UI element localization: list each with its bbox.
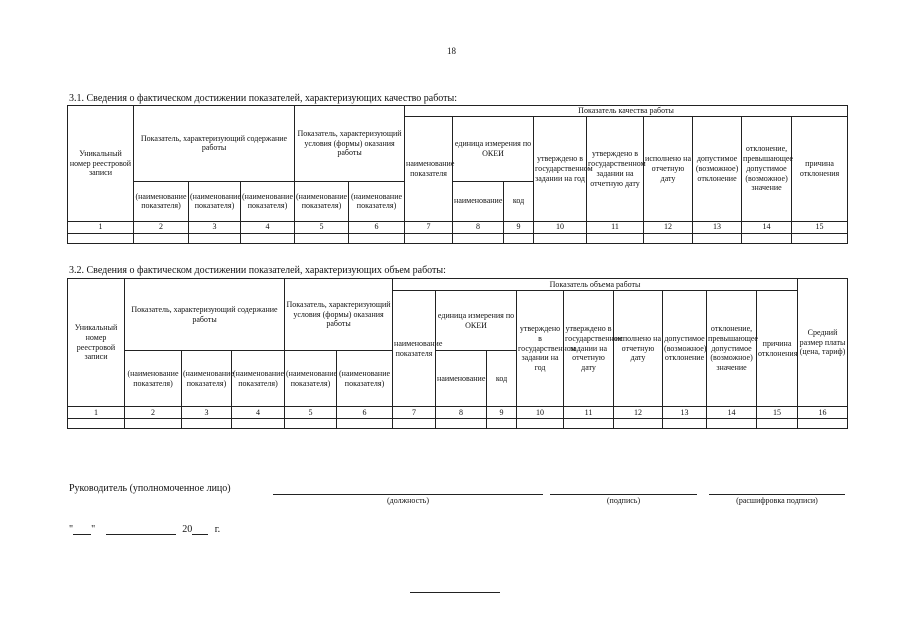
- decoding-line[interactable]: [709, 494, 845, 495]
- data-cell[interactable]: [663, 419, 707, 429]
- position-caption: (должность): [387, 496, 429, 505]
- year-field[interactable]: [192, 524, 208, 535]
- page-number: 18: [447, 46, 456, 56]
- data-cell[interactable]: [68, 233, 134, 243]
- column-number: 11: [587, 221, 644, 233]
- data-cell[interactable]: [453, 233, 504, 243]
- header-exceeding-deviation: отклонение, превышающее допустимое (возможное) значение: [707, 291, 757, 407]
- subheader-name-4: (наименование показателя): [241, 181, 295, 221]
- column-number: 1: [68, 221, 134, 233]
- column-number: 10: [534, 221, 587, 233]
- subheader-name-2: (наименование показателя): [134, 181, 189, 221]
- header-unique-record-number: Уникальный номер реестровой записи: [68, 279, 125, 407]
- signature-caption: (подпись): [606, 496, 641, 505]
- footnote-divider: [410, 592, 500, 593]
- data-cell[interactable]: [707, 419, 757, 429]
- column-number: 14: [742, 221, 792, 233]
- column-number: 11: [564, 407, 614, 419]
- column-number: 2: [125, 407, 182, 419]
- data-cell[interactable]: [337, 419, 393, 429]
- header-indicator-name: наименование показателя: [393, 291, 436, 407]
- data-cell[interactable]: [436, 419, 487, 429]
- date-open-quote: ": [69, 524, 74, 535]
- data-cell[interactable]: [693, 233, 742, 243]
- data-cell[interactable]: [285, 419, 337, 429]
- column-number: 4: [241, 221, 295, 233]
- column-number: 6: [349, 221, 405, 233]
- date-close-quote: ": [91, 524, 96, 535]
- header-content-indicator: Показатель, характеризующий содержание работы: [134, 106, 295, 182]
- column-number: 5: [285, 407, 337, 419]
- day-field[interactable]: [73, 524, 91, 535]
- date-line: [69, 524, 220, 535]
- data-cell[interactable]: [405, 233, 453, 243]
- column-number: 3: [189, 221, 241, 233]
- header-indicator-name: наименование показателя: [405, 116, 453, 221]
- subheader-name-2: (наименование показателя): [125, 351, 182, 407]
- volume-table: [67, 278, 848, 429]
- header-unit-okei: единица измерения по ОКЕИ: [453, 116, 534, 181]
- section-title-volume: 3.2. Сведения о фактическом достижении показателей, характеризующих объем работы:: [69, 265, 446, 276]
- header-quality-indicator: Показатель качества работы: [405, 106, 848, 117]
- data-cell[interactable]: [757, 419, 798, 429]
- data-cell[interactable]: [564, 419, 614, 429]
- quality-table: [67, 105, 848, 244]
- data-cell[interactable]: [487, 419, 517, 429]
- header-content-indicator: Показатель, характеризующий содержание работы: [125, 279, 285, 351]
- column-number: 15: [792, 221, 848, 233]
- manager-signature-label: Руководитель (уполномоченное лицо): [69, 483, 231, 494]
- column-number: 9: [504, 221, 534, 233]
- data-cell[interactable]: [182, 419, 232, 429]
- subheader-unit-name: наименование: [453, 181, 504, 221]
- data-cell[interactable]: [517, 419, 564, 429]
- column-number: 12: [644, 221, 693, 233]
- data-cell[interactable]: [125, 419, 182, 429]
- subheader-name-6: (наименование показателя): [337, 351, 393, 407]
- column-number: 1: [68, 407, 125, 419]
- data-cell[interactable]: [742, 233, 792, 243]
- header-unique-record-number: Уникальный номер реестровой записи: [68, 106, 134, 222]
- header-deviation-reason: причина отклонения: [757, 291, 798, 407]
- column-number: 14: [707, 407, 757, 419]
- data-cell[interactable]: [798, 419, 848, 429]
- subheader-name-3: (наименование показателя): [189, 181, 241, 221]
- table-row: [68, 233, 848, 243]
- header-approved-reporting-date: утверждено в государственном задании на отчетную дату: [587, 116, 644, 221]
- subheader-name-4: (наименование показателя): [232, 351, 285, 407]
- column-number: 4: [232, 407, 285, 419]
- data-cell[interactable]: [393, 419, 436, 429]
- column-number: 2: [134, 221, 189, 233]
- data-cell[interactable]: [534, 233, 587, 243]
- year-prefix: 20: [182, 524, 193, 535]
- column-number: 10: [517, 407, 564, 419]
- header-approved-state-task: утверждено в государственном задании на год: [534, 116, 587, 221]
- header-average-fee: Средний размер платы (цена, тариф): [798, 279, 848, 407]
- subheader-unit-code: код: [504, 181, 534, 221]
- header-conditions-indicator: Показатель, характеризующий условия (формы) оказания работы: [285, 279, 393, 351]
- data-cell[interactable]: [504, 233, 534, 243]
- data-cell[interactable]: [614, 419, 663, 429]
- position-line[interactable]: [273, 494, 543, 495]
- data-cell[interactable]: [189, 233, 241, 243]
- header-volume-indicator: Показатель объема работы: [393, 279, 798, 291]
- column-number: 8: [453, 221, 504, 233]
- subheader-unit-name: наименование: [436, 351, 487, 407]
- column-number: 7: [405, 221, 453, 233]
- column-number: 15: [757, 407, 798, 419]
- column-number: 12: [614, 407, 663, 419]
- subheader-name-6: (наименование показателя): [349, 181, 405, 221]
- data-cell[interactable]: [241, 233, 295, 243]
- data-cell[interactable]: [792, 233, 848, 243]
- header-approved-state-task: утверждено в государственном задании на год: [517, 291, 564, 407]
- data-cell[interactable]: [644, 233, 693, 243]
- header-allowed-deviation: допустимое (возможное) отклонение: [663, 291, 707, 407]
- header-conditions-indicator: Показатель, характеризующий условия (формы) оказания работы: [295, 106, 405, 182]
- column-number: 8: [436, 407, 487, 419]
- column-number: 5: [295, 221, 349, 233]
- data-cell[interactable]: [349, 233, 405, 243]
- month-field[interactable]: [106, 524, 176, 535]
- data-cell[interactable]: [134, 233, 189, 243]
- decoding-caption: (расшифровка подписи): [736, 496, 818, 505]
- header-executed: исполнено на отчетную дату: [614, 291, 663, 407]
- subheader-unit-code: код: [487, 351, 517, 407]
- column-number: 13: [693, 221, 742, 233]
- column-number: 9: [487, 407, 517, 419]
- year-suffix: г.: [214, 524, 221, 535]
- data-cell[interactable]: [68, 419, 125, 429]
- header-unit-okei: единица измерения по ОКЕИ: [436, 291, 517, 351]
- section-title-quality: 3.1. Сведения о фактическом достижении показателей, характеризующих качество работы:: [69, 93, 458, 104]
- data-cell[interactable]: [587, 233, 644, 243]
- data-cell[interactable]: [232, 419, 285, 429]
- column-number: 16: [798, 407, 848, 419]
- header-exceeding-deviation: отклонение, превышающее допустимое (возможное) значение: [742, 116, 792, 221]
- subheader-name-5: (наименование показателя): [295, 181, 349, 221]
- column-number: 13: [663, 407, 707, 419]
- column-number: 3: [182, 407, 232, 419]
- table-row: [68, 419, 848, 429]
- column-number: 7: [393, 407, 436, 419]
- signature-line[interactable]: [550, 494, 697, 495]
- column-number: 6: [337, 407, 393, 419]
- header-deviation-reason: причина отклонения: [792, 116, 848, 221]
- header-allowed-deviation: допустимое (возможное) отклонение: [693, 116, 742, 221]
- data-cell[interactable]: [295, 233, 349, 243]
- header-approved-reporting-date: утверждено в государственном задании на отчетную дату: [564, 291, 614, 407]
- subheader-name-5: (наименование показателя): [285, 351, 337, 407]
- subheader-name-3: (наименование показателя): [182, 351, 232, 407]
- header-executed: исполнено на отчетную дату: [644, 116, 693, 221]
